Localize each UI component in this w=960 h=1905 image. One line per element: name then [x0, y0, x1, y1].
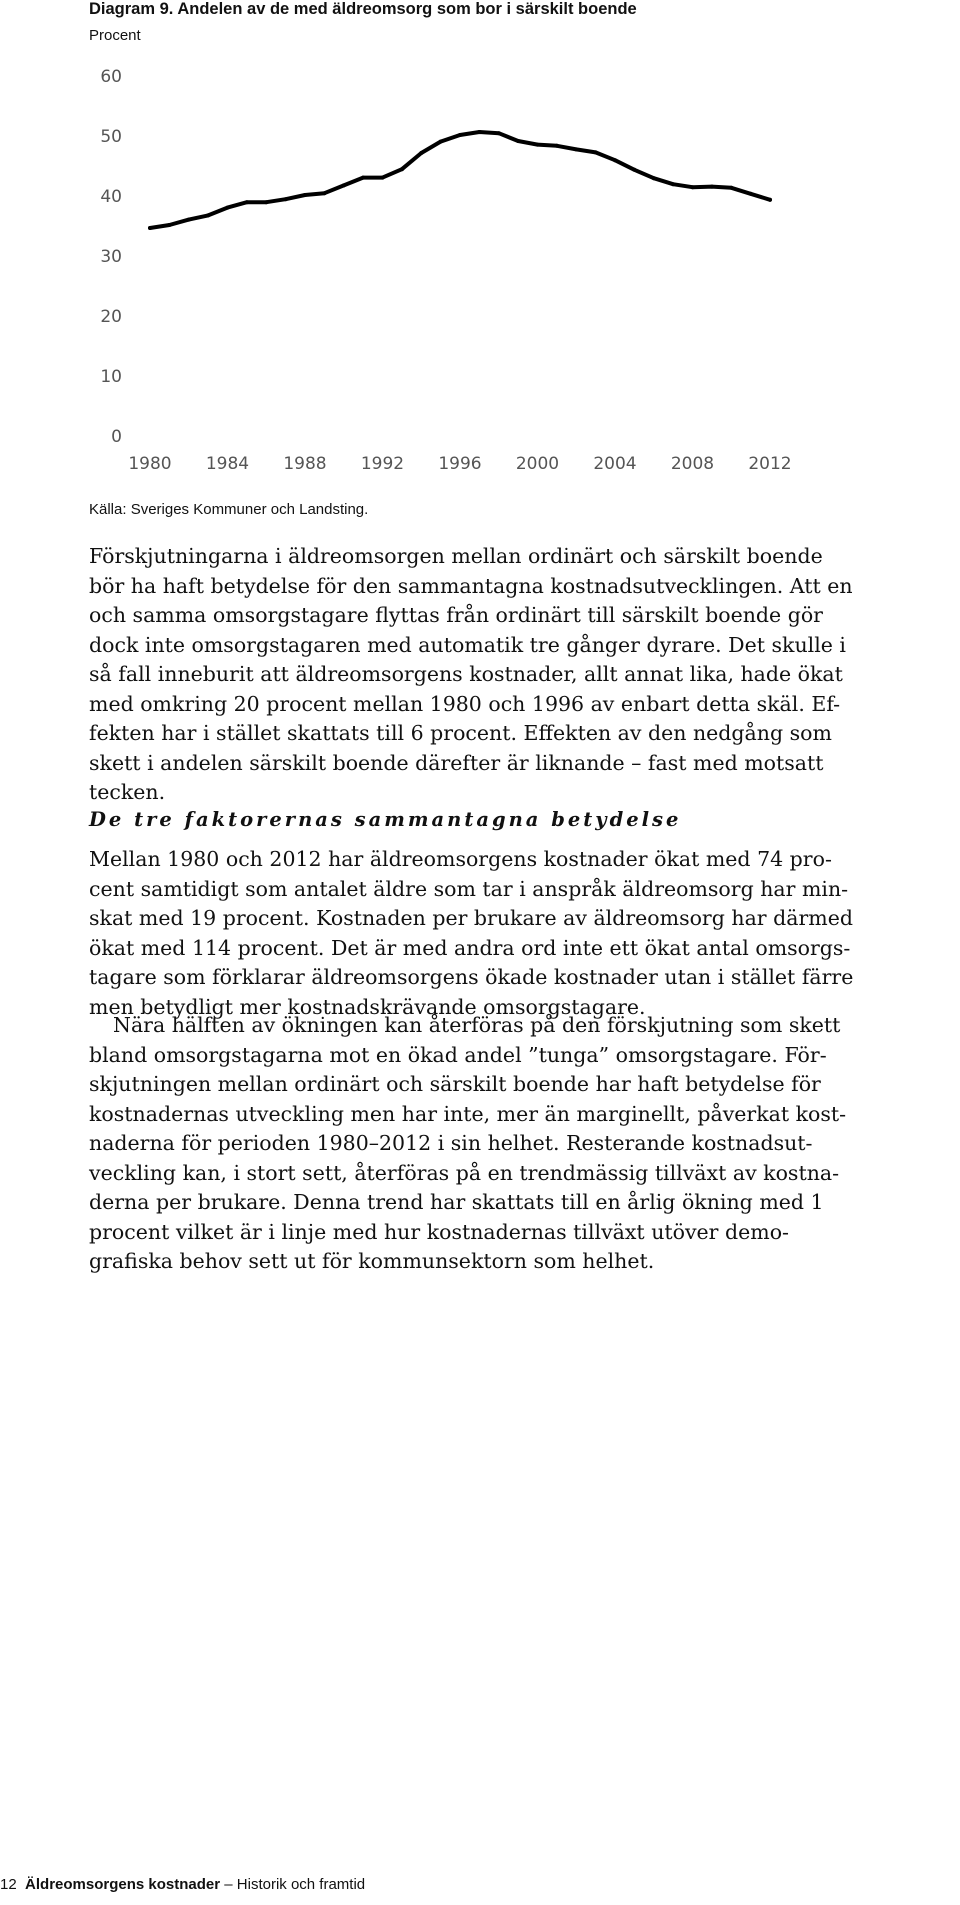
footer-title: Äldreomsorgens kostnader — [25, 1876, 221, 1893]
data-point — [768, 198, 772, 202]
diagram-title: Diagram 9. Andelen av de med äldreomsorg som bor i särskilt boende — [89, 0, 637, 18]
text-line: så fall inneburit att äldreomsorgens kostnader, allt annat lika, hade ökat — [89, 662, 843, 686]
y-tick-label: 60 — [100, 67, 122, 87]
text-line: Mellan 1980 och 2012 har äldreomsorgens kostnader ökat med 74 pro- — [89, 847, 832, 871]
x-tick-label: 1980 — [128, 454, 172, 474]
x-tick-label: 2000 — [515, 454, 560, 474]
data-point — [284, 197, 288, 201]
data-point — [691, 185, 695, 189]
text-line: dock inte omsorgstagaren med automatik tre gånger dyrare. Det skulle i — [89, 632, 846, 657]
text-line: fekten har i stället skattats till 6 procent. Effekten av den nedgång som — [89, 721, 832, 745]
data-point — [148, 226, 152, 230]
series-line — [150, 132, 770, 228]
section-heading: De tre faktorernas sammantagna betydelse — [89, 808, 682, 831]
x-axis-ticks — [128, 454, 791, 474]
text-line: derna per brukare. Denna trend har skattats till en årlig ökning med 1 — [89, 1190, 824, 1214]
text-line: skjutningen mellan ordinärt och särskilt boende har haft betydelse för — [89, 1072, 821, 1096]
data-point — [381, 176, 385, 180]
text-line: ökat med 114 procent. Det är med andra ord inte ett ökat antal omsorgs- — [89, 935, 851, 960]
y-tick-label: 40 — [100, 187, 122, 207]
text-line: skat med 19 procent. Kostnaden per brukare av äldreomsorg har därmed — [89, 906, 853, 930]
data-point — [613, 158, 617, 162]
data-point — [477, 130, 481, 134]
text-line: kostnadernas utveckling men har inte, mer än marginellt, påverkat kost- — [89, 1101, 847, 1126]
data-point — [226, 206, 230, 210]
data-point — [574, 147, 578, 151]
text-line: men betydligt mer kostnadskrävande omsorgstagare. — [89, 994, 646, 1019]
y-tick-label: 0 — [111, 427, 122, 447]
x-tick-label: 1988 — [283, 454, 327, 474]
x-tick-label: 1996 — [438, 454, 482, 474]
y-axis-ticks — [100, 67, 122, 447]
text-line: tagare som förklarar äldreomsorgens ökade kostnader utan i stället färre — [89, 965, 854, 989]
text-line: grafiska behov sett ut för kommunsektorn som helhet. — [89, 1249, 655, 1273]
data-point — [497, 131, 501, 135]
data-point — [245, 200, 249, 204]
data-point — [206, 213, 210, 217]
data-point — [458, 133, 462, 137]
data-point — [419, 151, 423, 155]
x-tick-label: 1984 — [205, 454, 250, 474]
footer-subtitle: Historik och framtid — [236, 1876, 366, 1893]
data-point — [710, 185, 714, 189]
y-tick-label: 50 — [100, 127, 122, 147]
x-tick-label: 1992 — [360, 454, 405, 474]
page-footer — [0, 1876, 365, 1893]
text-line: naderna för perioden 1980–2012 i sin helhet. Resterande kostnadsut- — [89, 1131, 813, 1155]
paragraph-1 — [89, 542, 853, 808]
data-point — [671, 182, 675, 186]
data-point — [400, 167, 404, 171]
y-tick-label: 10 — [100, 367, 122, 387]
data-point — [187, 218, 191, 222]
paragraph-3 — [89, 1011, 847, 1277]
text-line: procent vilket är i linje med hur kostnadernas tillväxt utöver demo- — [89, 1219, 789, 1244]
text-line: bör ha haft betydelse för den sammantagna kostnadsutvecklingen. Att en — [89, 573, 853, 598]
text-line: veckling kan, i stort sett, återföras på en trendmässig tillväxt av kostna- — [89, 1160, 840, 1185]
data-point — [652, 176, 656, 180]
text-line: tecken. — [89, 780, 166, 804]
text-line: Nära hälften av ökningen kan återföras på den förskjutning som skett — [113, 1013, 841, 1037]
data-point — [555, 144, 559, 148]
text-line: med omkring 20 procent mellan 1980 och 1996 av enbart detta skäl. Ef- — [89, 691, 841, 716]
x-tick-label: 2012 — [748, 454, 792, 474]
y-tick-label: 20 — [100, 307, 122, 327]
y-tick-label: 30 — [100, 247, 122, 267]
data-point — [749, 192, 753, 196]
page-number: 12 — [0, 1876, 17, 1893]
text-line: skett i andelen särskilt boende därefter är liknande – fast med motsatt — [89, 750, 824, 775]
data-point — [167, 223, 171, 227]
line-chart — [0, 50, 960, 500]
data-point — [322, 191, 326, 195]
data-point — [729, 186, 733, 190]
data-point — [303, 193, 307, 197]
paragraph-2 — [89, 845, 854, 1022]
data-point — [361, 176, 365, 180]
data-point — [342, 183, 346, 187]
data-point — [594, 150, 598, 154]
data-point — [516, 139, 520, 143]
data-point — [632, 168, 636, 172]
data-point — [536, 143, 540, 147]
x-tick-label: 2008 — [670, 454, 715, 474]
chart-source-note: Källa: Sveriges Kommuner och Landsting. — [89, 501, 369, 518]
chart-series — [148, 130, 772, 230]
data-point — [439, 140, 443, 144]
footer-dash: – — [224, 1876, 233, 1893]
text-line: och samma omsorgstagare flyttas från ordinärt till särskilt boende gör — [89, 603, 823, 627]
text-line: cent samtidigt som antalet äldre som tar i anspråk äldreomsorg har min- — [89, 876, 849, 901]
text-line: bland omsorgstagarna mot en ökad andel ”tunga” omsorgstagare. För- — [89, 1042, 827, 1067]
text-line: Förskjutningarna i äldreomsorgen mellan ordinärt och särskilt boende — [89, 544, 823, 568]
diagram-unit-label: Procent — [89, 27, 141, 44]
x-tick-label: 2004 — [593, 454, 637, 474]
data-point — [264, 200, 268, 204]
